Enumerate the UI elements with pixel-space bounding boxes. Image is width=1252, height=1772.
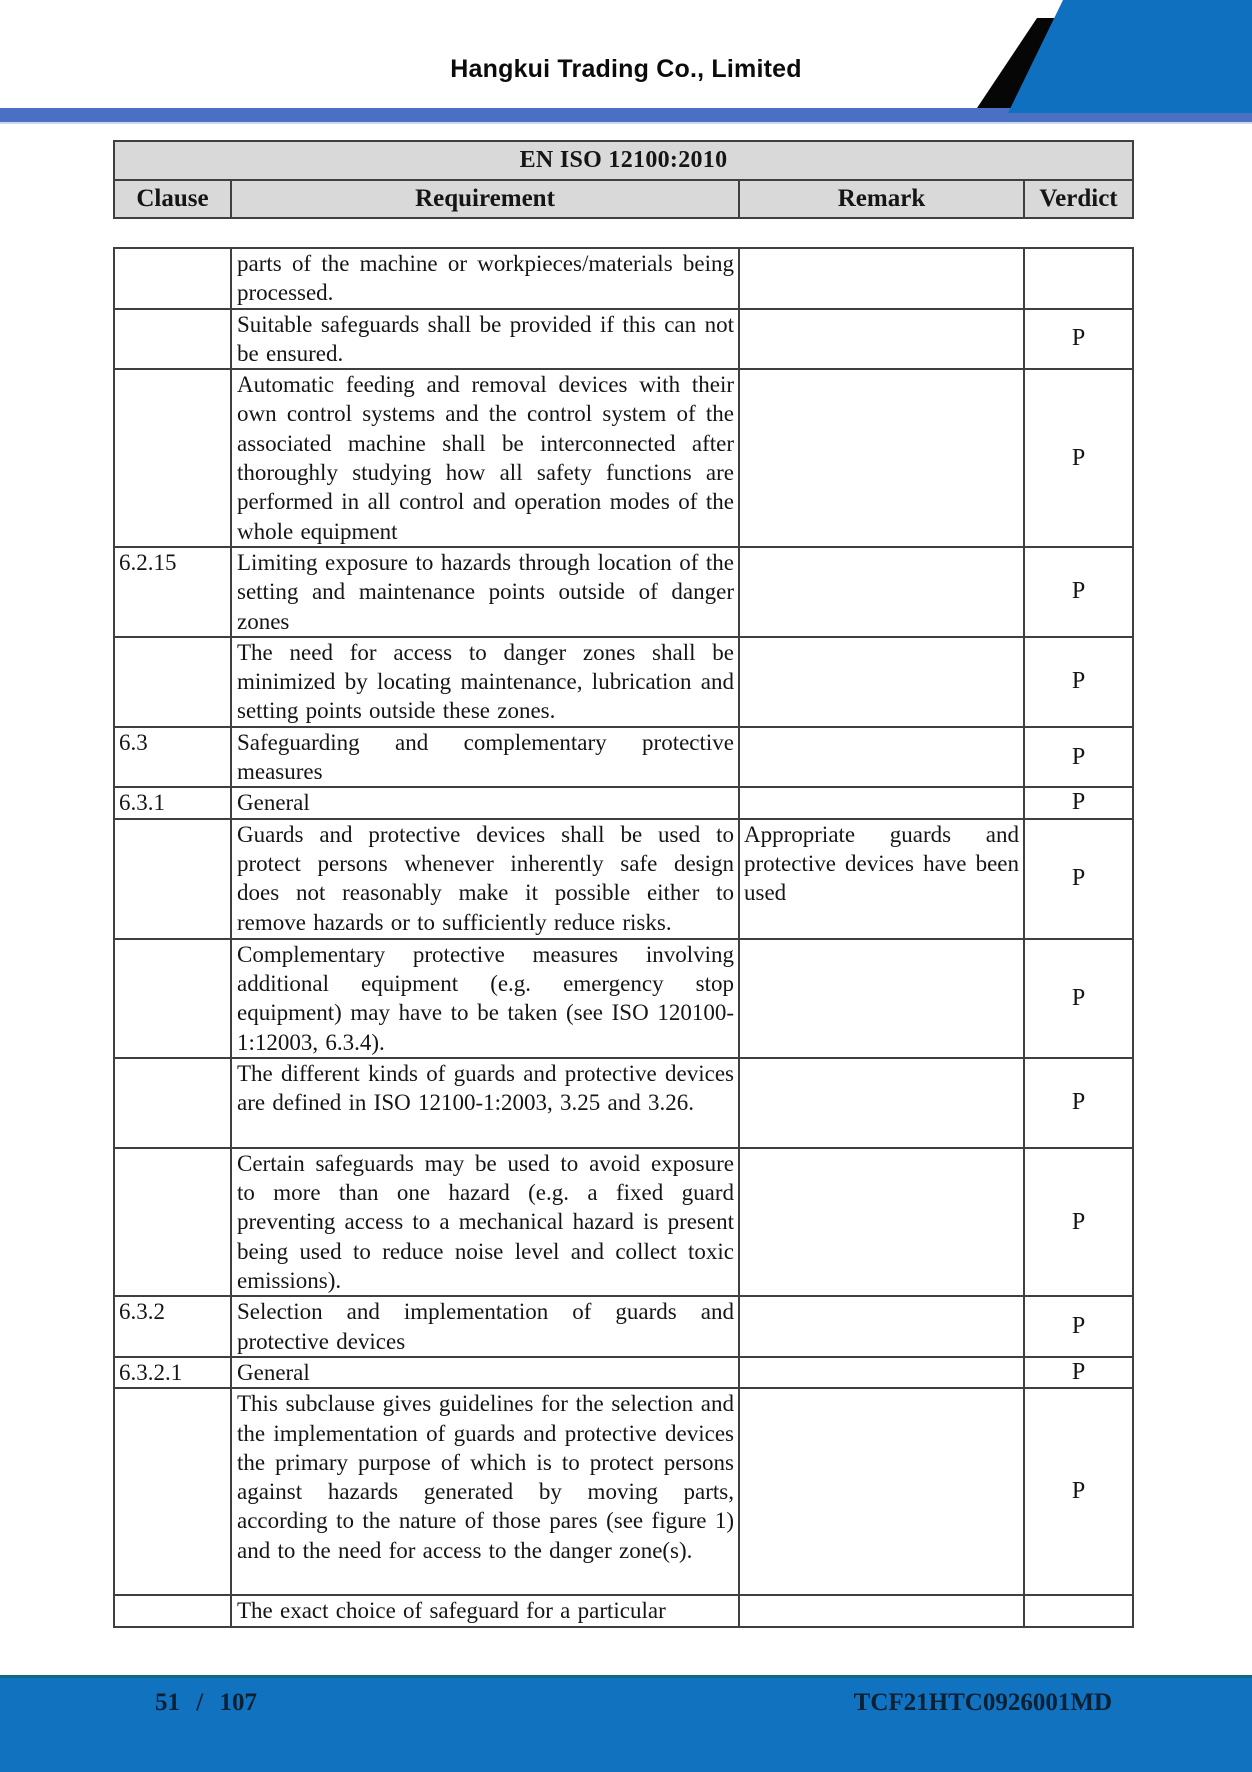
verdict-cell	[1024, 1595, 1133, 1626]
verdict-cell: P	[1024, 637, 1133, 727]
requirement-cell: The exact choice of safeguard for a particular	[231, 1595, 739, 1626]
clause-cell	[114, 819, 231, 939]
verdict-cell: P	[1024, 1388, 1133, 1595]
remark-cell	[739, 1148, 1024, 1296]
requirements-table	[113, 247, 1134, 1628]
standard-title-row	[114, 141, 1133, 180]
remark-cell	[739, 1388, 1024, 1595]
verdict-cell: P	[1024, 369, 1133, 547]
requirement-cell: The different kinds of guards and protective devices are defined in ISO 12100-1:2003, 3.25 and 3.26.	[231, 1058, 739, 1148]
clause-cell: 6.2.15	[114, 547, 231, 637]
verdict-cell: P	[1024, 1148, 1133, 1296]
table-row	[114, 1058, 1133, 1148]
remark-cell: Appropriate guards and protective devices have been used	[739, 819, 1024, 939]
requirements-table-body	[114, 248, 1133, 1627]
remark-cell	[739, 1357, 1024, 1388]
table-row	[114, 939, 1133, 1058]
requirement-cell: The need for access to danger zones shall be minimized by locating maintenance, lubrication and setting points outside these zones.	[231, 637, 739, 727]
requirement-cell: Safeguarding and complementary protective measures	[231, 727, 739, 788]
requirement-cell: Limiting exposure to hazards through location of the setting and maintenance points outside of danger zones	[231, 547, 739, 637]
table-row	[114, 1148, 1133, 1296]
verdict-cell: P	[1024, 1296, 1133, 1357]
verdict-cell: P	[1024, 727, 1133, 788]
table-row	[114, 547, 1133, 637]
remark-cell	[739, 369, 1024, 547]
clause-cell	[114, 369, 231, 547]
verdict-cell: P	[1024, 819, 1133, 939]
requirement-cell: This subclause gives guidelines for the selection and the implementation of guards and protective devices the primary purpose of which is to protect persons against hazards generated by moving parts, according to the nature of those pares (see figure 1) and to the need for access to the danger zone(s).	[231, 1388, 739, 1595]
remark-cell	[739, 1058, 1024, 1148]
footer	[0, 1675, 1252, 1772]
requirement-cell: General	[231, 787, 739, 818]
table-row	[114, 309, 1133, 370]
clause-cell	[114, 637, 231, 727]
verdict-cell: P	[1024, 787, 1133, 818]
table-row	[114, 369, 1133, 547]
clause-cell	[114, 939, 231, 1058]
page-number-current: 51	[155, 1689, 180, 1716]
clause-cell	[114, 1595, 231, 1626]
table-row	[114, 1296, 1133, 1357]
remark-cell	[739, 309, 1024, 370]
clause-cell	[114, 1388, 231, 1595]
column-header-remark: Remark	[739, 180, 1024, 218]
clause-cell	[114, 309, 231, 370]
requirement-cell: Selection and implementation of guards and protective devices	[231, 1296, 739, 1357]
table-row	[114, 819, 1133, 939]
remark-cell	[739, 939, 1024, 1058]
verdict-cell	[1024, 248, 1133, 309]
verdict-cell: P	[1024, 1058, 1133, 1148]
requirement-cell: Automatic feeding and removal devices with their own control systems and the control system of the associated machine shall be interconnected after thoroughly studying how all safety functions are performed in all control and operation modes of the whole equipment	[231, 369, 739, 547]
verdict-cell: P	[1024, 939, 1133, 1058]
table-row	[114, 727, 1133, 788]
remark-cell	[739, 637, 1024, 727]
requirement-cell: Complementary protective measures involving additional equipment (e.g. emergency stop equipment) may have to be taken (see ISO 120100-1:12003, 6.3.4).	[231, 939, 739, 1058]
table-row	[114, 1595, 1133, 1626]
verdict-cell: P	[1024, 1357, 1133, 1388]
clause-cell: 6.3	[114, 727, 231, 788]
table-row	[114, 248, 1133, 309]
standard-header-table	[113, 140, 1134, 219]
clause-cell: 6.3.1	[114, 787, 231, 818]
document-code: TCF21HTC0926001MD	[853, 1689, 1112, 1716]
remark-cell	[739, 547, 1024, 637]
requirement-cell: Certain safeguards may be used to avoid exposure to more than one hazard (e.g. a fixed guard preventing access to a mechanical hazard is present being used to reduce noise level and collect toxic emissions).	[231, 1148, 739, 1296]
column-header-clause: Clause	[114, 180, 231, 218]
clause-cell	[114, 248, 231, 309]
remark-cell	[739, 787, 1024, 818]
clause-cell	[114, 1148, 231, 1296]
page-number-separator: /	[196, 1689, 204, 1716]
requirement-cell: parts of the machine or workpieces/materials being processed.	[231, 248, 739, 309]
requirement-cell: Suitable safeguards shall be provided if this can not be ensured.	[231, 309, 739, 370]
column-header-requirement: Requirement	[231, 180, 739, 218]
requirement-cell: General	[231, 1357, 739, 1388]
table-row	[114, 787, 1133, 818]
remark-cell	[739, 727, 1024, 788]
remark-cell	[739, 1296, 1024, 1357]
remark-cell	[739, 248, 1024, 309]
page-number-total: 107	[219, 1689, 257, 1716]
clause-cell	[114, 1058, 231, 1148]
column-header-verdict: Verdict	[1024, 180, 1133, 218]
verdict-cell: P	[1024, 547, 1133, 637]
column-header-row	[114, 180, 1133, 218]
clause-cell: 6.3.2	[114, 1296, 231, 1357]
clause-cell: 6.3.2.1	[114, 1357, 231, 1388]
requirement-cell: Guards and protective devices shall be used to protect persons whenever inherently safe design does not reasonably make it possible either to remove hazards or to sufficiently reduce risks.	[231, 819, 739, 939]
table-row	[114, 1357, 1133, 1388]
company-title: Hangkui Trading Co., Limited	[450, 55, 802, 83]
table-row	[114, 637, 1133, 727]
remark-cell	[739, 1595, 1024, 1626]
table-row	[114, 1388, 1133, 1595]
standard-title: EN ISO 12100:2010	[114, 141, 1133, 180]
page-number	[155, 1689, 257, 1717]
verdict-cell: P	[1024, 309, 1133, 370]
